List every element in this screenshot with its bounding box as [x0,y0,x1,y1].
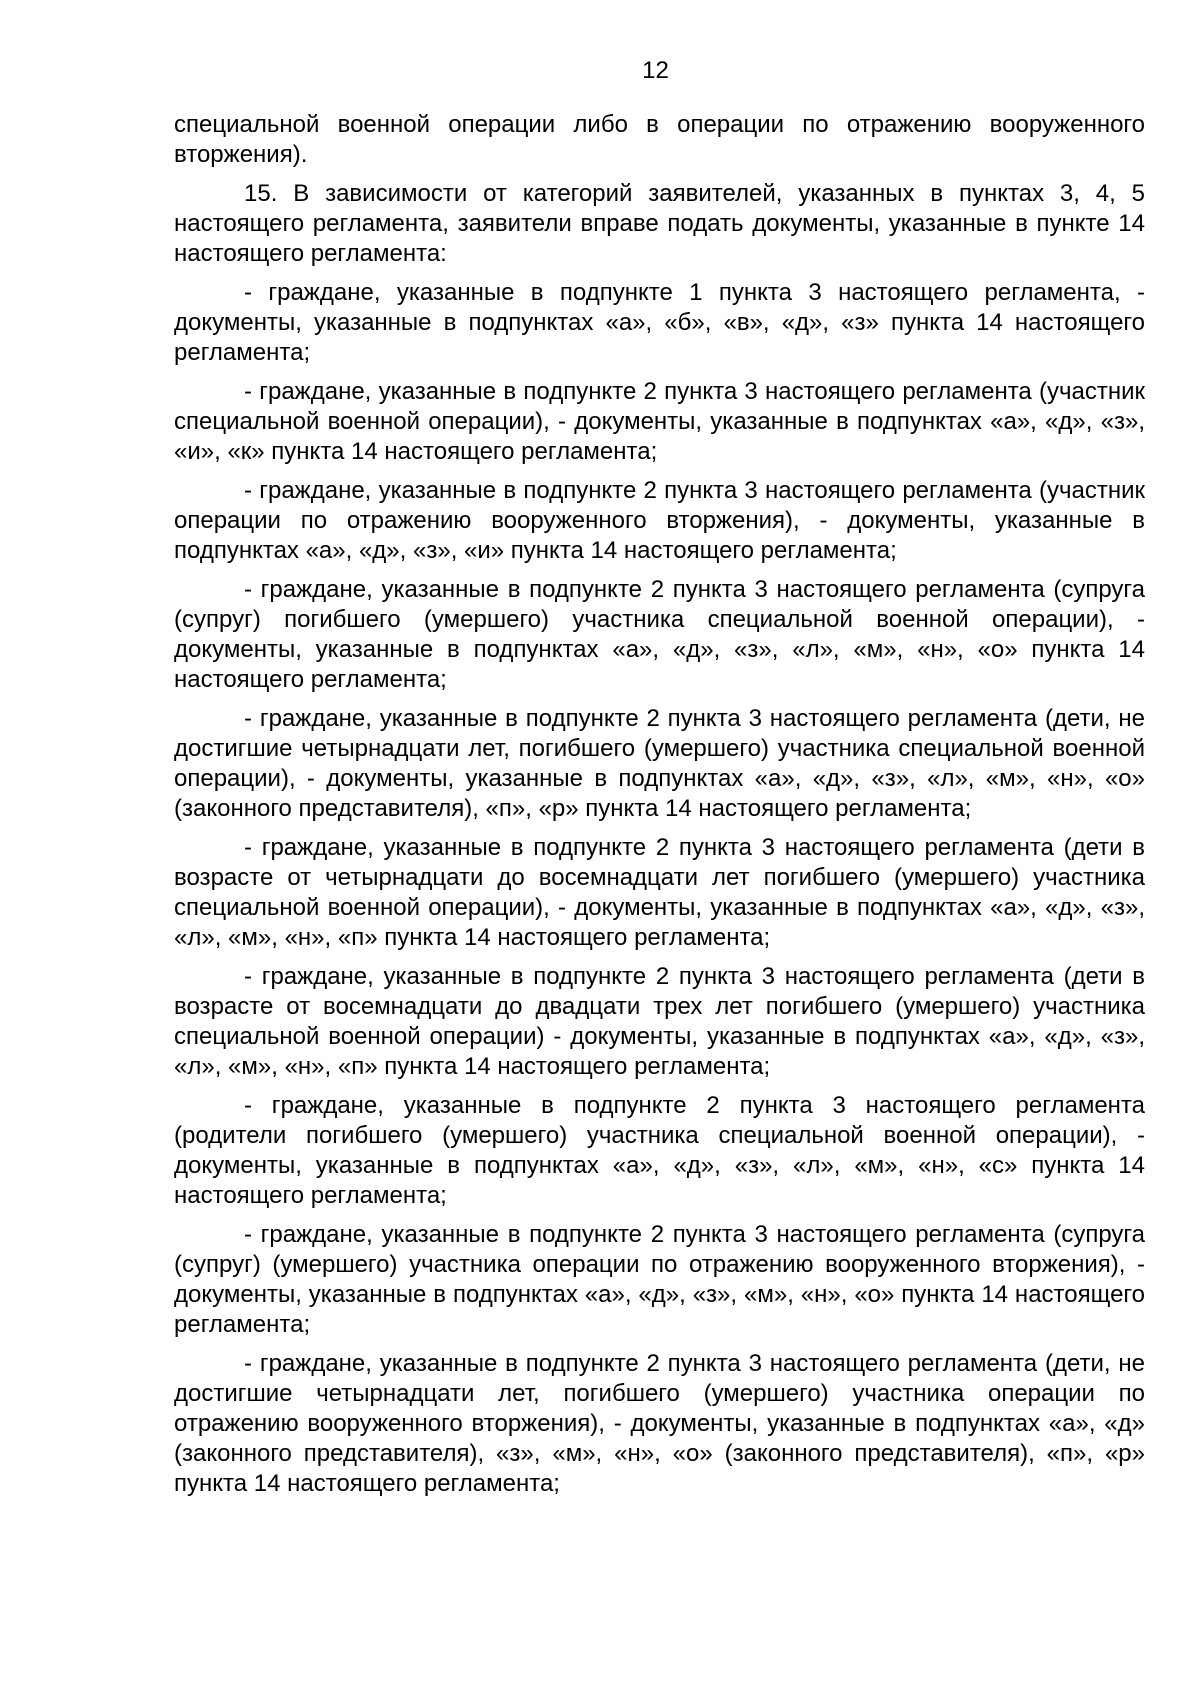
page-number: 12 [642,57,669,84]
paragraph-clause-15: 15. В зависимости от категорий заявителей, указанных в пунктах 3, 4, 5 настоящего регламента, заявители вправе подать документы, указанные в пункте 14 настоящего регламента: [174,180,1145,267]
list-item: - граждане, указанные в подпункте 2 пункта 3 настоящего регламента (участник операции по отражению вооруженного вторжения), - документы, указанные в подпунктах «а», «д», «з», «и» пункта 14 настоящего регламента; [174,477,1145,564]
paragraph-continuation: специальной военной операции либо в операции по отражению вооруженного вторжения). [174,111,1145,168]
list-item: - граждане, указанные в подпункте 2 пункта 3 настоящего регламента (дети, не достигшие четырнадцати лет, погибшего (умершего) участника операции по отражению вооруженного вторжения), - документы, указанные в подпунктах «а», «д» (законного представителя), «з», «м», «н», «о» (законного представителя), «п», «р» пункта 14 настоящего регламента; [174,1350,1145,1497]
list-item: - граждане, указанные в подпункте 2 пункта 3 настоящего регламента (супруга (супруг) погибшего (умершего) участника специальной военной операции), - документы, указанные в подпунктах «а», «д», «з», «л», «м», «н», «о» пункта 14 настоящего регламента; [174,576,1145,693]
list-item: - граждане, указанные в подпункте 2 пункта 3 настоящего регламента (родители погибшего (умершего) участника специальной военной операции), - документы, указанные в подпунктах «а», «д», «з», «л», «м», «н», «с» пункта 14 настоящего регламента; [174,1092,1145,1209]
list-item: - граждане, указанные в подпункте 2 пункта 3 настоящего регламента (дети в возрасте от четырнадцати до восемнадцати лет погибшего (умершего) участника специальной военной операции), - документы, указанные в подпунктах «а», «д», «з», «л», «м», «н», «п» пункта 14 настоящего регламента; [174,834,1145,951]
list-item: - граждане, указанные в подпункте 2 пункта 3 настоящего регламента (супруга (супруг) (умершего) участника операции по отражению вооруженного вторжения), - документы, указанные в подпунктах «а», «д», «з», «м», «н», «о» пункта 14 настоящего регламента; [174,1221,1145,1338]
list-item: - граждане, указанные в подпункте 2 пункта 3 настоящего регламента (дети, не достигшие четырнадцати лет, погибшего (умершего) участника специальной военной операции), - документы, указанные в подпунктах «а», «д», «з», «л», «м», «н», «о» (законного представителя), «п», «р» пункта 14 настоящего регламента; [174,705,1145,822]
list-item: - граждане, указанные в подпункте 2 пункта 3 настоящего регламента (участник специальной военной операции), - документы, указанные в подпунктах «а», «д», «з», «и», «к» пункта 14 настоящего регламента; [174,378,1145,465]
list-item: - граждане, указанные в подпункте 1 пункта 3 настоящего регламента, - документы, указанные в подпунктах «а», «б», «в», «д», «з» пункта 14 настоящего регламента; [174,279,1145,366]
list-item: - граждане, указанные в подпункте 2 пункта 3 настоящего регламента (дети в возрасте от восемнадцати до двадцати трех лет погибшего (умершего) участника специальной военной операции) - документы, указанные в подпунктах «а», «д», «з», «л», «м», «н», «п» пункта 14 настоящего регламента; [174,963,1145,1080]
document-body [174,110,1145,1508]
